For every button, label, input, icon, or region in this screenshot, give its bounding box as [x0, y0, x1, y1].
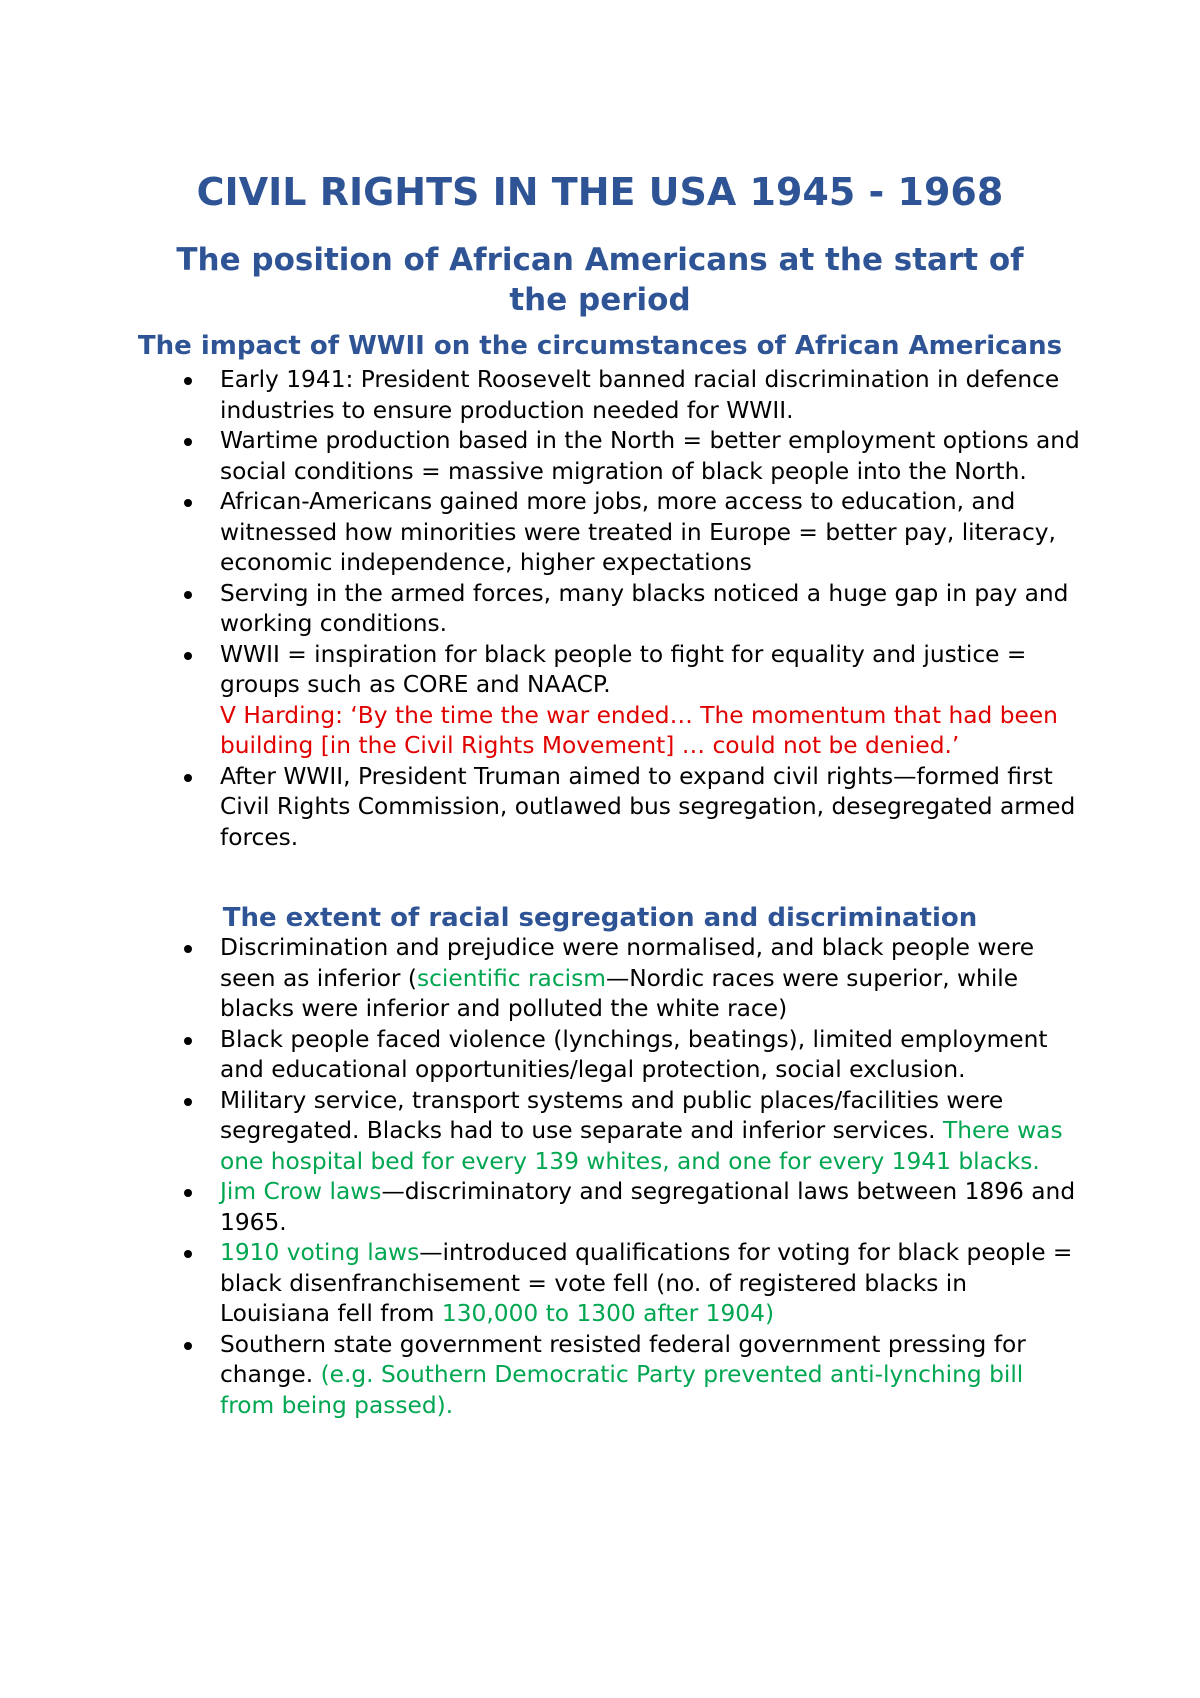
bullet-icon: [184, 1250, 192, 1258]
bullet-icon: [184, 945, 192, 953]
list-item-text: —Nordic races were superior, while blacks were inferior and polluted the white race): [220, 964, 1019, 1022]
list-item-text: Black people faced violence (lynchings, beatings), limited employment and educational opportunities/legal protection, social exclusion.: [220, 1025, 1048, 1083]
list-item-text: Serving in the armed forces, many blacks noticed a huge gap in pay and working conditions.: [220, 579, 1069, 637]
list-item: [175, 1177, 1080, 1238]
highlight-text: There was one hospital bed for every 139 whites, and one for every 1941 blacks.: [220, 1117, 1063, 1175]
subsection-heading-wwii-impact: The impact of WWII on the circumstances of African Americans: [137, 331, 1063, 361]
bullet-icon: [184, 774, 192, 782]
segregation-list: [175, 933, 1080, 1421]
bullet-icon: [184, 652, 192, 660]
list-item: [175, 1238, 1080, 1330]
list-item-text: African-Americans gained more jobs, more access to education, and witnessed how minorities were treated in Europe = better pay, literacy, economic independence, higher expectations: [220, 488, 1056, 576]
document-title: CIVIL RIGHTS IN THE USA 1945 - 1968: [196, 170, 1004, 214]
list-item-text: WWII = inspiration for black people to fight for equality and justice = groups such as CORE and NAACP.: [220, 640, 1027, 698]
list-item-text: Military service, transport systems and public places/facilities were segregated. Blacks had to use separate and inferior services.: [220, 1086, 1004, 1144]
list-item: [175, 1025, 1080, 1086]
list-item: [175, 640, 1080, 762]
list-item: [175, 1086, 1080, 1178]
section-title: The position of African Americans at the start of the period: [176, 242, 1024, 318]
subsection-heading-segregation: The extent of racial segregation and discrimination: [222, 903, 978, 933]
list-item: [175, 1330, 1080, 1422]
list-item-text: Southern state government resisted federal government pressing for change.: [220, 1330, 1026, 1388]
highlight-text: Jim Crow laws: [220, 1178, 382, 1205]
highlight-text: 1910 voting laws: [220, 1239, 420, 1266]
highlight-text: (e.g. Southern Democratic Party prevented anti-lynching bill from being passed).: [220, 1361, 1024, 1419]
bullet-icon: [184, 1098, 192, 1106]
list-item: [175, 762, 1080, 854]
bullet-icon: [184, 591, 192, 599]
bullet-icon: [184, 1037, 192, 1045]
bullet-icon: [184, 1342, 192, 1350]
list-item: [175, 487, 1080, 579]
list-item-text: Wartime production based in the North = better employment options and social conditions = massive migration of black people into the North.: [220, 427, 1080, 485]
bullet-icon: [184, 499, 192, 507]
highlight-text: scientific racism: [416, 964, 606, 992]
list-item: [175, 579, 1080, 640]
list-item-text: After WWII, President Truman aimed to expand civil rights—formed first Civil Rights Commission, outlawed bus segregation, desegregated armed forces.: [220, 762, 1076, 851]
list-item: [175, 365, 1080, 426]
list-item-text: Early 1941: President Roosevelt banned racial discrimination in defence industries to ensure production needed for WWII.: [220, 366, 1060, 424]
list-item: [175, 933, 1080, 1025]
bullet-icon: [184, 377, 192, 385]
list-item-text: —introduced qualifications for voting for black people = black disenfranchisement = vote fell (no. of registered blacks in Louisiana fell from: [220, 1239, 1073, 1327]
highlight-text: 130,000 to 1300 after 1904): [441, 1300, 775, 1327]
list-item: [175, 426, 1080, 487]
wwii-impact-list: [175, 365, 1080, 853]
harding-quote: V Harding: ‘By the time the war ended… The momentum that had been building [in the Civil Rights Movement] … could not be denied.’: [220, 701, 1058, 759]
bullet-icon: [184, 1189, 192, 1197]
bullet-icon: [184, 438, 192, 446]
list-item-text: —discriminatory and segregational laws between 1896 and 1965.: [220, 1178, 1076, 1236]
list-item-text: Discrimination and prejudice were normalised, and black people were seen as inferior (: [220, 934, 1035, 992]
